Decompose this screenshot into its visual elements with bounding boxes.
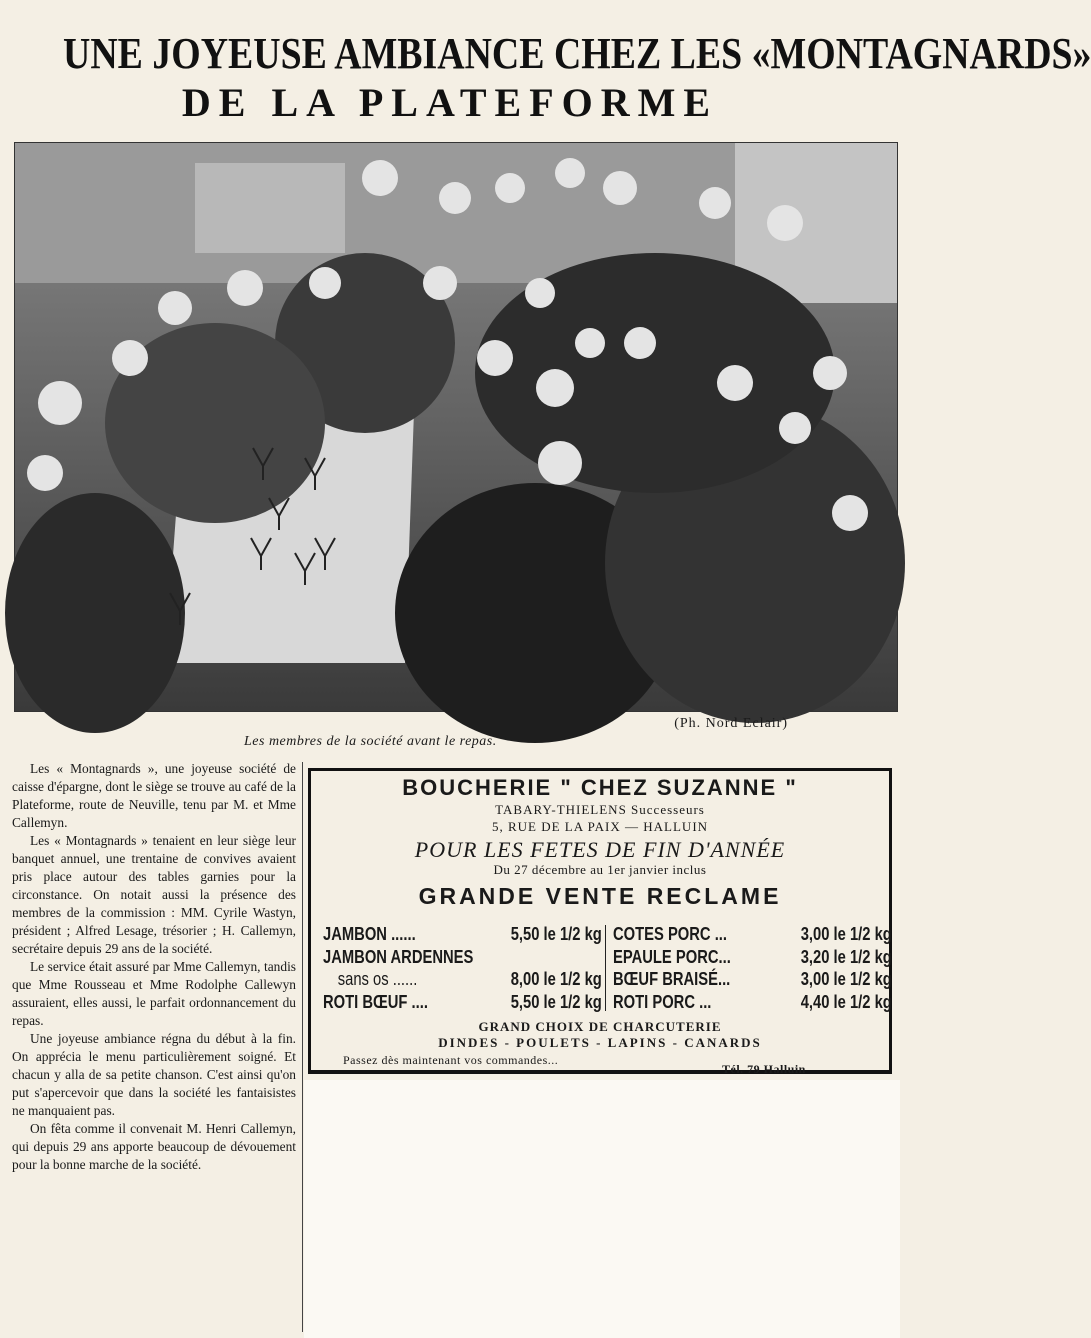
ad-poultry: DINDES - POULETS - LAPINS - CANARDS <box>438 1035 762 1050</box>
photo-credit: (Ph. Nord Eclair) <box>674 716 788 731</box>
price-label: JAMBON ARDENNES <box>323 946 474 967</box>
price-label: EPAULE PORC... <box>613 946 731 967</box>
ad-order-note: Passez dès maintenant vos commandes... <box>343 1053 559 1067</box>
price-value: 8,00 le 1/2 kg <box>510 969 602 989</box>
price-row <box>323 968 602 991</box>
price-label: ROTI PORC ... <box>613 991 712 1012</box>
ad-telephone: Tél. 79 Halluin <box>722 1062 806 1076</box>
price-label: ROTI BŒUF .... <box>323 991 428 1012</box>
headline-line-1: UNE JOYEUSE AMBIANCE CHEZ LES «MONTAGNARDS» <box>63 29 1091 78</box>
ad-owners: TABARY-THIELENS Successeurs <box>495 802 705 817</box>
butcher-advertisement <box>308 768 892 1074</box>
price-label: sans os ...... <box>337 969 418 989</box>
headline <box>0 28 1091 126</box>
price-row <box>323 923 602 946</box>
ad-address: 5, RUE DE LA PAIX — HALLUIN <box>491 819 709 834</box>
ad-charcuterie: GRAND CHOIX DE CHARCUTERIE <box>478 1019 722 1034</box>
ad-dates: Du 27 décembre au 1er janvier inclus <box>493 862 707 877</box>
article-paragraph: Les « Montagnards », une joyeuse société de caisse d'épargne, dont le siège se trouve au café de la Plateforme, route de Neuville, tenu par M. et Mme Callemyn. <box>12 761 296 830</box>
article-body <box>12 760 296 1174</box>
price-row <box>613 923 892 946</box>
price-column-divider <box>605 925 606 1011</box>
headline-line-2: DE LA PLATEFORME <box>181 80 719 125</box>
ad-shop-name: BOUCHERIE " CHEZ SUZANNE " <box>402 775 798 800</box>
price-row <box>323 991 602 1014</box>
ad-sale-heading: GRANDE VENTE RECLAME <box>418 883 782 909</box>
price-row <box>613 991 892 1014</box>
price-label: BŒUF BRAISÉ... <box>613 969 731 989</box>
price-value: 5,50 le 1/2 kg <box>510 991 602 1012</box>
price-value: 3,20 le 1/2 kg <box>800 946 892 967</box>
blank-page-area <box>304 1080 900 1338</box>
price-label: JAMBON ...... <box>323 924 416 944</box>
column-divider <box>302 762 303 1332</box>
price-value: 4,40 le 1/2 kg <box>800 991 892 1012</box>
group-photo <box>14 142 898 712</box>
price-row <box>613 946 892 969</box>
price-column-left <box>323 923 602 1013</box>
photo-caption: Les membres de la société avant le repas. <box>244 734 497 749</box>
price-value: 3,00 le 1/2 kg <box>800 924 892 944</box>
price-column-right <box>613 923 892 1013</box>
price-value: 5,50 le 1/2 kg <box>510 924 602 944</box>
price-row <box>613 968 892 991</box>
ad-holiday-heading: POUR LES FETES DE FIN D'ANNÉE <box>414 837 786 862</box>
price-value: 3,00 le 1/2 kg <box>800 969 892 989</box>
article-paragraph: Le service était assuré par Mme Callemyn, tandis que Mme Rousseau et Mme Rodolphe Callewyn assuraient, elles aussi, le parfait ordonnancement du repas. <box>12 959 296 1028</box>
price-row <box>323 946 549 969</box>
article-paragraph: On fêta comme il convenait M. Henri Callemyn, qui depuis 29 ans apporte beaucoup de dévouement pour la bonne marche de la société. <box>12 1121 296 1172</box>
article-paragraph: Une joyeuse ambiance régna du début à la fin. On apprécia le menu particulièrement soigné. Et chacun y alla de sa petite chanson. C'est ainsi qu'on put s'apercevoir que dans la société les fantaisistes ne manquaient pas. <box>12 1031 296 1118</box>
article-paragraph: Les « Montagnards » tenaient en leur siège leur banquet annuel, une trentaine de convives avaient pris place autour des tables garnies pour la circonstance. On notait aussi la présence des membres de la commission : MM. Cyrile Wastyn, président ; Alfred Lesage, trésorier ; H. Callemyn, secrétaire depuis 29 ans de la société. <box>12 833 296 956</box>
price-label: COTES PORC ... <box>613 924 728 944</box>
